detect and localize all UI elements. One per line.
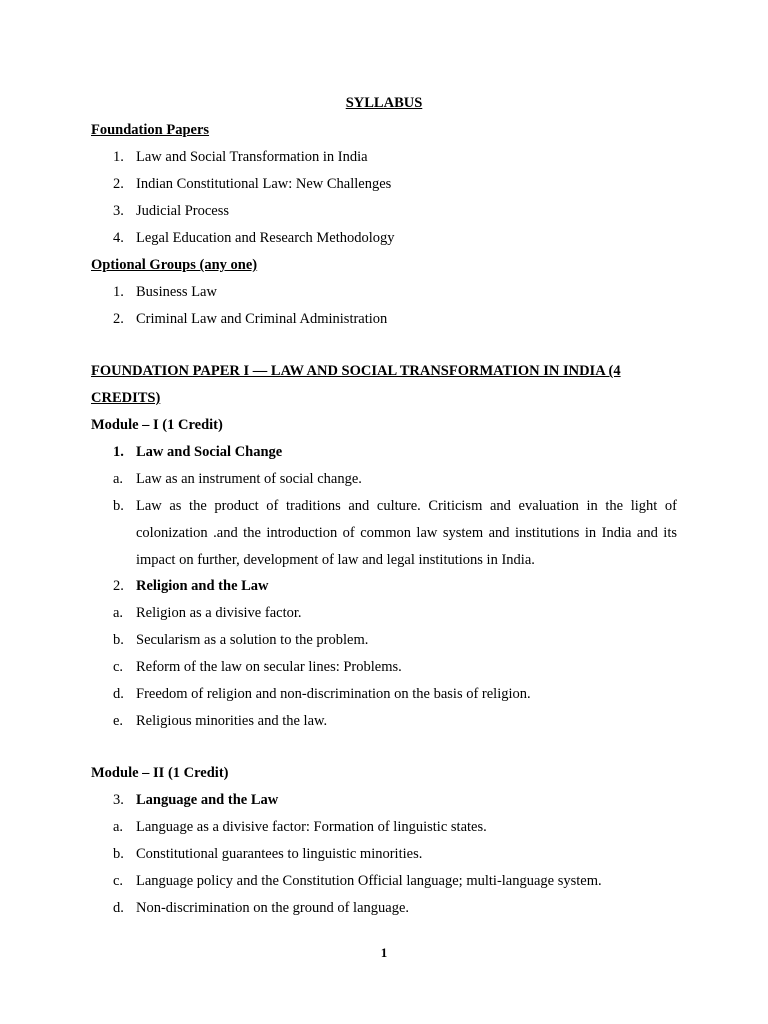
sub-item-letter: e. bbox=[113, 713, 124, 729]
list-item-number: 2. bbox=[113, 311, 124, 327]
sub-item: Religion as a divisive factor. bbox=[136, 605, 302, 621]
sub-item: Religious minorities and the law. bbox=[136, 713, 328, 729]
document-title: SYLLABUS bbox=[345, 95, 423, 111]
paper-heading-line1: FOUNDATION PAPER I — LAW AND SOCIAL TRANSFORMATION IN INDIA (4 bbox=[91, 363, 621, 379]
list-item: Legal Education and Research Methodology bbox=[136, 230, 395, 246]
list-item-number: 1. bbox=[113, 284, 124, 300]
paper-heading-line2: CREDITS) bbox=[91, 390, 161, 406]
topic-title: Religion and the Law bbox=[136, 578, 269, 594]
sub-item-continued: impact on further, development of law and legal institutions in India. bbox=[136, 552, 535, 568]
list-item-number: 4. bbox=[113, 230, 124, 246]
sub-item-letter: b. bbox=[113, 498, 124, 514]
topic-number: 1. bbox=[113, 444, 124, 460]
sub-item-letter: a. bbox=[113, 471, 124, 487]
list-item-number: 1. bbox=[113, 149, 124, 165]
list-item: Criminal Law and Criminal Administration bbox=[136, 311, 388, 327]
list-item: Indian Constitutional Law: New Challenges bbox=[136, 176, 392, 192]
module-1-heading: Module – I (1 Credit) bbox=[91, 417, 223, 433]
list-item: Business Law bbox=[136, 284, 217, 300]
sub-item-letter: c. bbox=[113, 873, 124, 889]
sub-item: Reform of the law on secular lines: Problems. bbox=[136, 659, 402, 675]
sub-item-continued: colonization .and the introduction of common law system and institutions in India and its bbox=[136, 525, 677, 541]
foundation-papers-heading: Foundation Papers bbox=[91, 122, 210, 138]
sub-item: Law as an instrument of social change. bbox=[136, 471, 362, 487]
sub-item-letter: d. bbox=[113, 900, 124, 916]
list-item-number: 3. bbox=[113, 203, 124, 219]
module-2-heading: Module – II (1 Credit) bbox=[91, 765, 229, 781]
topic-title: Language and the Law bbox=[136, 792, 279, 808]
topic-number: 2. bbox=[113, 578, 124, 594]
sub-item-letter: b. bbox=[113, 632, 124, 648]
sub-item-letter: b. bbox=[113, 846, 124, 862]
sub-item: Language as a divisive factor: Formation of linguistic states. bbox=[136, 819, 487, 835]
sub-item: Non-discrimination on the ground of language. bbox=[136, 900, 410, 916]
sub-item-letter: a. bbox=[113, 605, 124, 621]
topic-number: 3. bbox=[113, 792, 124, 808]
sub-item-letter: d. bbox=[113, 686, 124, 702]
sub-item: Freedom of religion and non-discrimination on the basis of religion. bbox=[136, 686, 531, 702]
sub-item-letter: c. bbox=[113, 659, 124, 675]
page-number: 1 bbox=[380, 945, 388, 960]
sub-item: Constitutional guarantees to linguistic minorities. bbox=[136, 846, 423, 862]
sub-item: Secularism as a solution to the problem. bbox=[136, 632, 369, 648]
optional-groups-heading: Optional Groups (any one) bbox=[91, 257, 258, 273]
sub-item: Law as the product of traditions and culture. Criticism and evaluation in the light of bbox=[136, 498, 677, 514]
list-item: Law and Social Transformation in India bbox=[136, 149, 368, 165]
topic-title: Law and Social Change bbox=[136, 444, 283, 460]
sub-item-letter: a. bbox=[113, 819, 124, 835]
list-item-number: 2. bbox=[113, 176, 124, 192]
list-item: Judicial Process bbox=[136, 203, 230, 219]
sub-item: Language policy and the Constitution Official language; multi-language system. bbox=[136, 873, 602, 889]
